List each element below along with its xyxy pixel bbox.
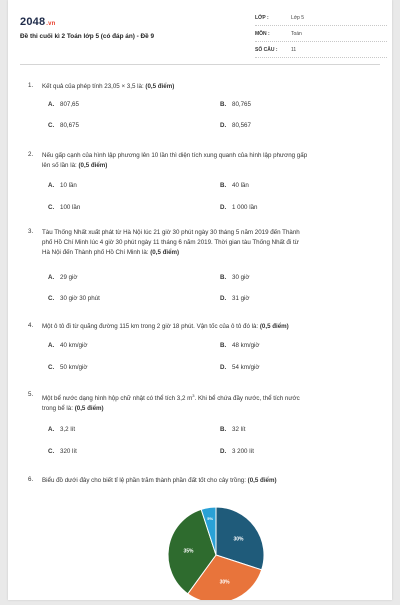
pie-label-2: 35% [183,548,194,555]
option-c[interactable]: C. 30 giờ 30 phút [48,295,100,302]
option-d[interactable]: D. 54 km/giờ [220,364,260,371]
meta-question-count: SỐ CÂU : 11 [255,46,387,58]
option-a[interactable]: A. 40 km/giờ [48,342,88,349]
meta-class: LỚP : Lớp 5 [255,14,387,26]
site-logo[interactable]: 2048.vn [20,16,56,28]
question-6: 6. Biểu đồ dưới đây cho biết tỉ lệ phần trăm thành phần đất tốt cho cây trồng: (0,5 điểm) [20,476,380,490]
question-5: 5. Một bể nước dạng hình hộp chữ nhật có thể tích 3,2 $m^3$. Khi bể chứa đầy nước, thể tích nước trong bể là: (0,5 điểm) A. 3,2 lít B. 32 lít C. 320 lít D. 3 200 lít [20,391,380,457]
option-b[interactable]: B. 30 giờ [220,274,250,281]
exam-paper [8,0,392,600]
option-a[interactable]: A. 10 lần [48,182,77,189]
option-d[interactable]: D. 1 000 lần [220,204,258,211]
question-text: Tàu Thống Nhất xuất phát từ Hà Nội lúc 21 giờ 30 phút ngày 30 tháng 5 năm 2019 đến Thành phố Hồ Chí Minh lúc 4 giờ 30 phút ngày 11 tháng 6 năm 2019. Thời gian tàu Thống Nhất đi từ Hà Nội đến Thành phố Hồ Chí Minh là: (0,5 điểm) [42,229,300,256]
question-3: 3. Tàu Thống Nhất xuất phát từ Hà Nội lúc 21 giờ 30 phút ngày 30 tháng 5 năm 2019 đến Thành phố Hồ Chí Minh lúc 4 giờ 30 phút ngày 11 tháng 6 năm 2019. Thời gian tàu Thống Nhất đi từ Hà Nội đến Thành phố Hồ Chí Minh là: (0,5 điểm) A. 29 giờ B. 30 giờ C. 30 giờ 30 phút D. 31 giờ [20,228,380,304]
option-c[interactable]: C. 50 km/giờ [48,364,88,371]
question-4: 4. Một ô tô đi từ quãng đường 115 km trong 2 giờ 18 phút. Vận tốc của ô tô đó là: (0,5 điểm) A. 40 km/giờ B. 48 km/giờ C. 50 km/giờ D. 54 km/giờ [20,322,380,374]
meta-subject: MÔN : Toán [255,30,387,42]
option-c[interactable]: C. 320 lít [48,448,77,455]
question-text: Một bể nước dạng hình hộp chữ nhật có thể tích 3,2 $m^3$. Khi bể chứa đầy nước, thể tích nước trong bể là: (0,5 điểm) [42,393,300,413]
pie-label-1: 30% [219,579,230,586]
option-d[interactable]: D. 3 200 lít [220,448,255,455]
question-text: Một ô tô đi từ quãng đường 115 km trong 2 giờ 18 phút. Vận tốc của ô tô đó là: (0,5 điểm) [42,323,289,330]
option-b[interactable]: B. 32 lít [220,426,246,433]
option-a[interactable]: A. 807,65 [48,101,79,108]
exam-meta [255,14,387,62]
question-text: Nếu gấp cạnh của hình lập phương lên 10 lần thì diện tích xung quanh của hình lập phương gấp lên số lần là: (0,5 điểm) [42,152,308,169]
option-a[interactable]: A. 29 giờ [48,274,78,281]
question-text: Kết quả của phép tính 23,05 × 3,5 là: (0,5 điểm) [42,83,175,90]
option-c[interactable]: C. 100 lần [48,204,81,211]
exam-title: Đề thi cuối kì 2 Toán lớp 5 (có đáp án) - Đề 9 [20,33,155,40]
option-d[interactable]: D. 31 giờ [220,295,250,302]
pie-label-0: 30% [233,536,244,543]
option-b[interactable]: B. 80,765 [220,101,251,108]
option-a[interactable]: A. 3,2 lít [48,426,76,433]
option-b[interactable]: B. 40 lần [220,182,249,189]
pie-label-3: 5% [207,516,214,522]
option-d[interactable]: D. 80,567 [220,122,251,129]
option-b[interactable]: B. 48 km/giờ [220,342,260,349]
question-1: 1. Kết quả của phép tính 23,05 × 3,5 là: (0,5 điểm) A. 807,65 B. 80,765 C. 80,675 D. 80,567 [20,82,380,134]
pie-svg [158,500,278,600]
option-c[interactable]: C. 80,675 [48,122,79,129]
question-text: Biểu đồ dưới đây cho biết tỉ lệ phần trăm thành phần đất tốt cho cây trồng: (0,5 điểm) [42,477,277,484]
soil-composition-pie-chart [158,500,278,600]
question-2: 2. Nếu gấp cạnh của hình lập phương lên 10 lần thì diện tích xung quanh của hình lập phương gấp lên số lần là: (0,5 điểm) A. 10 lần B. 40 lần C. 100 lần D. 1 000 lần [20,151,380,213]
header-divider [20,64,380,65]
